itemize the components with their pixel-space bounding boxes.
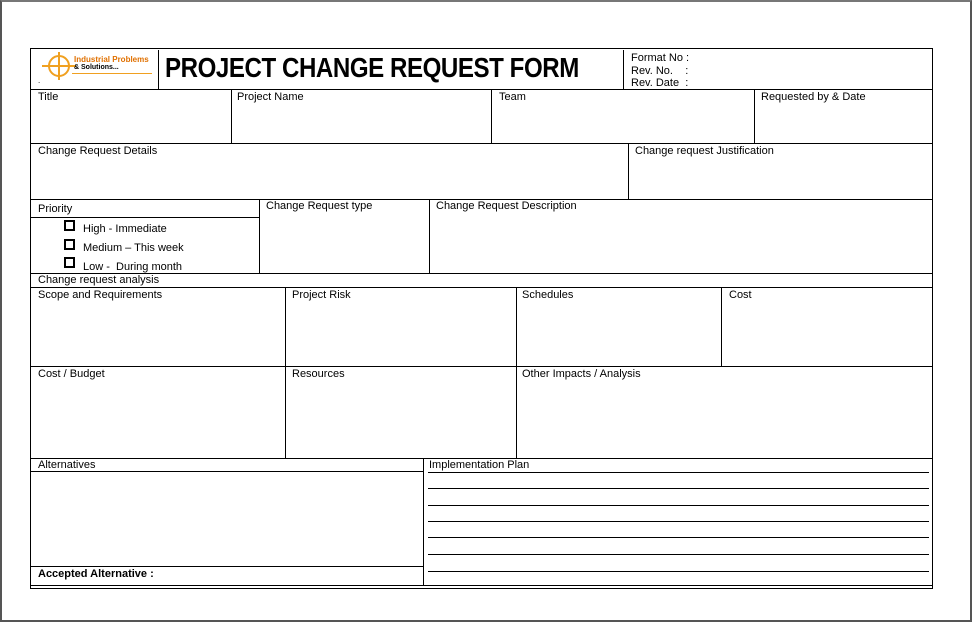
- schedules-label: Schedules: [522, 289, 574, 301]
- implementation-line: [428, 472, 929, 473]
- request-type-label: Change Request type: [266, 200, 373, 212]
- cost-label: Cost: [729, 289, 752, 301]
- divider: [231, 89, 232, 143]
- implementation-line: [428, 488, 929, 489]
- checkbox-medium[interactable]: [64, 239, 75, 250]
- divider: [259, 199, 260, 273]
- change-request-form: [30, 48, 933, 589]
- format-no-label: Format No :: [631, 52, 690, 64]
- priority-low-label: Low - During month: [83, 261, 183, 273]
- priority-label: Priority: [38, 203, 73, 215]
- scope-label: Scope and Requirements: [38, 289, 163, 301]
- company-logo: [32, 50, 159, 89]
- rev-no-label: Rev. No. :: [631, 65, 689, 77]
- other-impacts-label: Other Impacts / Analysis: [522, 368, 641, 380]
- accepted-alternative-label: Accepted Alternative :: [38, 568, 154, 580]
- alternatives-label: Alternatives: [38, 459, 96, 471]
- divider: [31, 143, 933, 144]
- implementation-line: [428, 554, 929, 555]
- priority-medium-label: Medium – This week: [83, 242, 184, 254]
- logo-line2: & Solutions...: [74, 64, 119, 71]
- divider: [721, 287, 722, 366]
- checkbox-low[interactable]: [64, 257, 75, 268]
- divider: [628, 143, 629, 199]
- divider: [31, 566, 423, 567]
- divider: [31, 273, 933, 274]
- checkbox-high[interactable]: [64, 220, 75, 231]
- risk-label: Project Risk: [292, 289, 351, 301]
- implementation-line: [428, 537, 929, 538]
- rev-date-label: Rev. Date :: [631, 77, 689, 89]
- divider: [491, 89, 492, 143]
- resources-label: Resources: [292, 368, 345, 380]
- divider: [31, 217, 259, 218]
- divider: [31, 366, 933, 367]
- implementation-plan-label: Implementation Plan: [429, 459, 530, 471]
- request-description-label: Change Request Description: [436, 200, 577, 212]
- priority-high-label: High - Immediate: [83, 223, 167, 235]
- details-label: Change Request Details: [38, 145, 158, 157]
- divider: [754, 89, 755, 143]
- divider: [31, 287, 933, 288]
- divider: [516, 287, 517, 458]
- format-info-box: [623, 50, 933, 89]
- implementation-line: [428, 571, 929, 572]
- requested-by-label: Requested by & Date: [761, 91, 866, 103]
- title-field-label: Title: [38, 91, 59, 103]
- analysis-heading: Change request analysis: [38, 274, 160, 286]
- divider: [31, 585, 933, 586]
- form-title: PROJECT CHANGE REQUEST FORM: [165, 52, 579, 83]
- justification-label: Change request Justification: [635, 145, 774, 157]
- divider: [285, 287, 286, 458]
- logo-underline: [72, 73, 152, 74]
- project-name-label: Project Name: [237, 91, 304, 103]
- divider: [429, 199, 430, 273]
- divider: [31, 471, 423, 472]
- team-label: Team: [499, 91, 526, 103]
- logo-dot: .: [38, 76, 41, 85]
- logo-line1: Industrial Problems: [74, 55, 149, 64]
- logo-target-icon: [48, 55, 70, 77]
- cost-budget-label: Cost / Budget: [38, 368, 105, 380]
- divider: [423, 458, 424, 585]
- implementation-line: [428, 505, 929, 506]
- implementation-line: [428, 521, 929, 522]
- divider: [31, 89, 933, 90]
